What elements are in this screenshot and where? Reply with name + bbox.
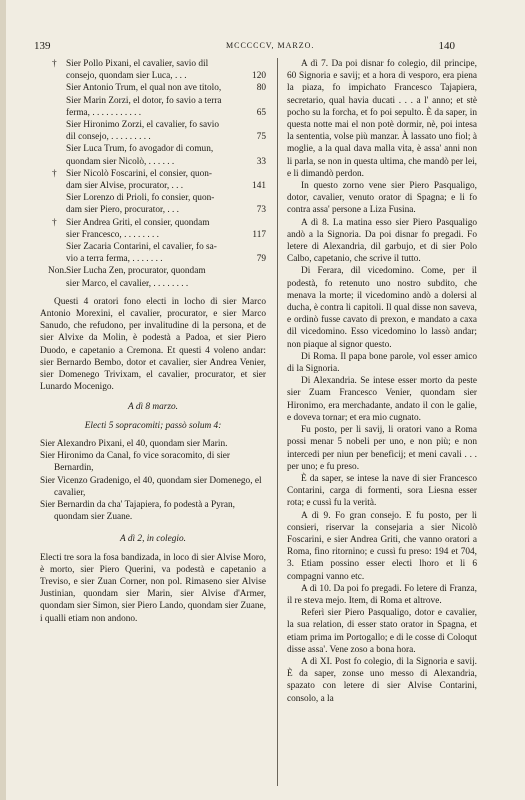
entry-line: dam sier Piero, procurator, . . . bbox=[66, 205, 179, 216]
entry-line: Sier Antonio Trum, el qual non ave titolo, bbox=[66, 83, 222, 94]
candidate-entry bbox=[40, 143, 266, 167]
section-heading: Electi 5 sopracomiti; passò solum 4: bbox=[84, 420, 222, 431]
vote-count: 73 bbox=[256, 205, 266, 216]
entry-line: Sier Lucha Zen, procurator, quondam bbox=[66, 266, 206, 277]
paragraph: Fu posto, per li savij, li oratori vano a Roma possi menar 5 nobeli per uno, e non più; e non intercedi per niun per beneficij; et meni cavali . . . per uno; e fu preso. bbox=[287, 425, 477, 472]
column-divider bbox=[277, 58, 278, 786]
paragraph: Referì sier Piero Pasqualigo, dotor e cavalier, la sua relation, di esser stato orator in Spagna, et etiam prima im Portogallo; e di le cosse di Coloqut disse assa'. Vene zoso a bona hora. bbox=[287, 608, 477, 655]
paragraph: Di Ferara, dil vicedomino. Come, per il podestà, fo retenuto uno nostro subdito, che menava la morte; il vicedomino andò a dolersi al ducha, è contra li capitoli. Il qual disse non saveva, e ordinò fusse cavato di prexon, e mandato a caxa dil vicedomino. Esso vicedomino lo lassò andar; non piaque al signor questo. bbox=[287, 266, 478, 350]
vote-count: 65 bbox=[256, 107, 266, 118]
dagger-mark: † bbox=[52, 168, 57, 179]
paragraph: A dì 8. La matina esso sier Piero Pasqualigo andò a la Signoria. Da poi disnar fo pregadi. Fo letere di Alexandria, dil garbujo, et di sier Polo Calbo, capetanio, che scrive il tutto. bbox=[287, 217, 477, 265]
paragraph: A dì XI. Post fo colegio, di la Signoria e savij. È da saper, zonse uno messo di Alexandria, spazato con letere di sier Alvise Contarini, consolo, a la bbox=[287, 656, 477, 704]
paragraph: Di Roma. Il papa bone parole, vol esser amico di la Signoria. bbox=[287, 351, 477, 375]
right-column bbox=[287, 58, 477, 705]
vote-count: 33 bbox=[256, 156, 266, 167]
vote-count: 75 bbox=[256, 132, 266, 143]
list-item: Sier Bernardin da cha' Tajapiera, fo podestà a Pyran, quondam sier Zuane. bbox=[40, 499, 235, 523]
vote-count: 120 bbox=[252, 71, 266, 82]
dagger-mark: † bbox=[52, 59, 57, 69]
entry-line: Sier Marin Zorzi, el dotor, fo savio a terra bbox=[66, 95, 222, 106]
candidate-entry bbox=[40, 241, 266, 265]
list-item: Sier Vicenzo Gradenigo, el 40, quondam sier Domenego, el cavalier, bbox=[40, 475, 262, 498]
left-column bbox=[40, 58, 266, 625]
section-heading: A dì 8 marzo. bbox=[128, 402, 178, 413]
paragraph: A dì 7. Da poi disnar fo colegio, dil principe, 60 Signoria e savij; et a hora di vesporo, era piena la piaza, fo impichato Francesco Tajapiera, secretario, qual havia ducati . . . a l' anno; et stè pocho su la forcha, et fo poi sepulto. È da saper, in questa notte mai el non potè dormir, nè, poi intesa la sententia, volse più manzar. À lassato uno fiol; à moglie, a la qual dava malla vita, è assa' anni non li parla, se non in questa ultima, che mandò per lei, e li dimandò perdon. bbox=[287, 59, 477, 179]
section-heading: A dì 2, in colegio. bbox=[120, 534, 186, 545]
candidate-entry bbox=[40, 265, 266, 289]
paragraph: A dì 9. Fo gran consejo. E fu posto, per li consieri, riservar la consejaria a sier Nicolò Foscarini, e sier Andrea Griti, che vanno oratori a Roma, fino ritornino; e cussì fu preso: 194 et 704, 3. Etiam possino esser electi lhoro et li 6 compagni vanno etc. bbox=[287, 510, 477, 582]
page-header bbox=[6, 40, 525, 56]
entry-line: quondam sier Nicolò, . . . . . . bbox=[66, 156, 175, 167]
entry-line: Sier Luca Trum, fo avogador di comun, bbox=[66, 144, 214, 155]
entry-line: Sier Hironimo Zorzi, el cavalier, fo savio bbox=[66, 120, 219, 131]
candidate-entry bbox=[40, 58, 266, 82]
candidate-entry bbox=[40, 217, 266, 241]
list-item: Sier Alexandro Pixani, el 40, quondam sier Marin. bbox=[40, 438, 228, 449]
entry-line: ferma, . . . . . . . . . . . bbox=[66, 107, 142, 118]
entry-line: sier Francesco, . . . . . . . . bbox=[66, 229, 159, 240]
entry-line: consejo, quondam sier Luca, . . . bbox=[66, 71, 187, 82]
entry-line: Sier Nicolò Foscarini, el consier, quon- bbox=[66, 168, 213, 179]
page-number-right: 140 bbox=[438, 40, 455, 52]
entry-line: Sier Lorenzo di Prioli, fo consier, quon- bbox=[66, 193, 215, 204]
entry-line: dil consejo, . . . . . . . . . bbox=[66, 132, 151, 143]
candidate-entry bbox=[40, 192, 266, 216]
list-item: Sier Hironimo da Canal, fo vice soracomito, di sier Bernardin, bbox=[40, 451, 231, 474]
paragraph: Questi 4 oratori fono electi in locho di sier Marco Antonio Morexini, el cavalier, procurator, e sier Marco Sanudo, che refudono, per invalitudine di la persona, et de sier Alvixe da Molin, è podestà a Padoa, et sier Piero Duodo, e capetanio a Cremona. Et questi 4 voleno andar: sier Bernardo Bembo, dotor et cavalier, sier Andrea Venier, sier Domenego Trivixam, el cavalier, procurator, et sier Lunardo Mocenigo. bbox=[40, 296, 266, 393]
paragraph: È da saper, se intese la nave di sier Francesco Contarini, carga di formenti, sora Liesna esser rota; e cussì fu la verità. bbox=[287, 473, 477, 509]
non-mark: Non. bbox=[48, 266, 67, 277]
running-title: MCCCCCV, MARZO. bbox=[226, 41, 315, 50]
paragraph: A dì 10. Da poi fo pregadi. Fo letere di Franza, il re steva mejo. Item, di Roma et altrove. bbox=[287, 583, 477, 606]
candidate-entry bbox=[40, 95, 266, 119]
candidate-list bbox=[40, 58, 266, 290]
vote-count: 79 bbox=[256, 254, 266, 265]
vote-count: 80 bbox=[256, 83, 266, 94]
candidate-entry bbox=[40, 168, 266, 192]
paragraph: Di Alexandria. Se intese esser morto da peste sier Zuam Francesco Venier, quondam sier Hironimo, era merchadante, andato il con le galie, e doveva tornar; et era mio cugnato. bbox=[287, 376, 477, 423]
entry-line: vio a terra ferma, . . . . . . . bbox=[66, 254, 163, 265]
candidate-entry bbox=[40, 82, 266, 94]
entry-line: dam sier Alvise, procurator, . . . bbox=[66, 181, 184, 192]
entry-line: sier Marco, el cavalier, . . . . . . . . bbox=[66, 278, 189, 289]
entry-line: Sier Zacaria Contarini, el cavalier, fo sa- bbox=[66, 242, 217, 253]
candidate-entry bbox=[40, 119, 266, 143]
page-number-left: 139 bbox=[34, 40, 51, 52]
entry-line: Sier Pollo Pixani, el cavalier, savio dil bbox=[66, 59, 209, 69]
dagger-mark: † bbox=[52, 217, 57, 228]
paragraph: In questo zorno vene sier Piero Pasqualigo, dotor, cavalier, venuto orator di Spagna; e li fo contra assa' persone a Liza Fusina. bbox=[287, 181, 477, 216]
vote-count: 117 bbox=[252, 229, 266, 240]
paragraph: Electi tre sora la fosa bandizada, in loco di sier Alvise Moro, è morto, sier Piero Querini, va podestà e capetanio a Treviso, e sier Zuan Corner, non pol. Rimaseno sier Alvise Justinian, quondam sier Marin, sier Alvise d'Armer, quondam sier Simon, sier Piero Lando, quondam sier Zuane, i qualli etiam non andono. bbox=[40, 552, 266, 624]
entry-line: Sier Andrea Griti, el consier, quondam bbox=[66, 217, 210, 228]
vote-count: 141 bbox=[252, 181, 266, 192]
